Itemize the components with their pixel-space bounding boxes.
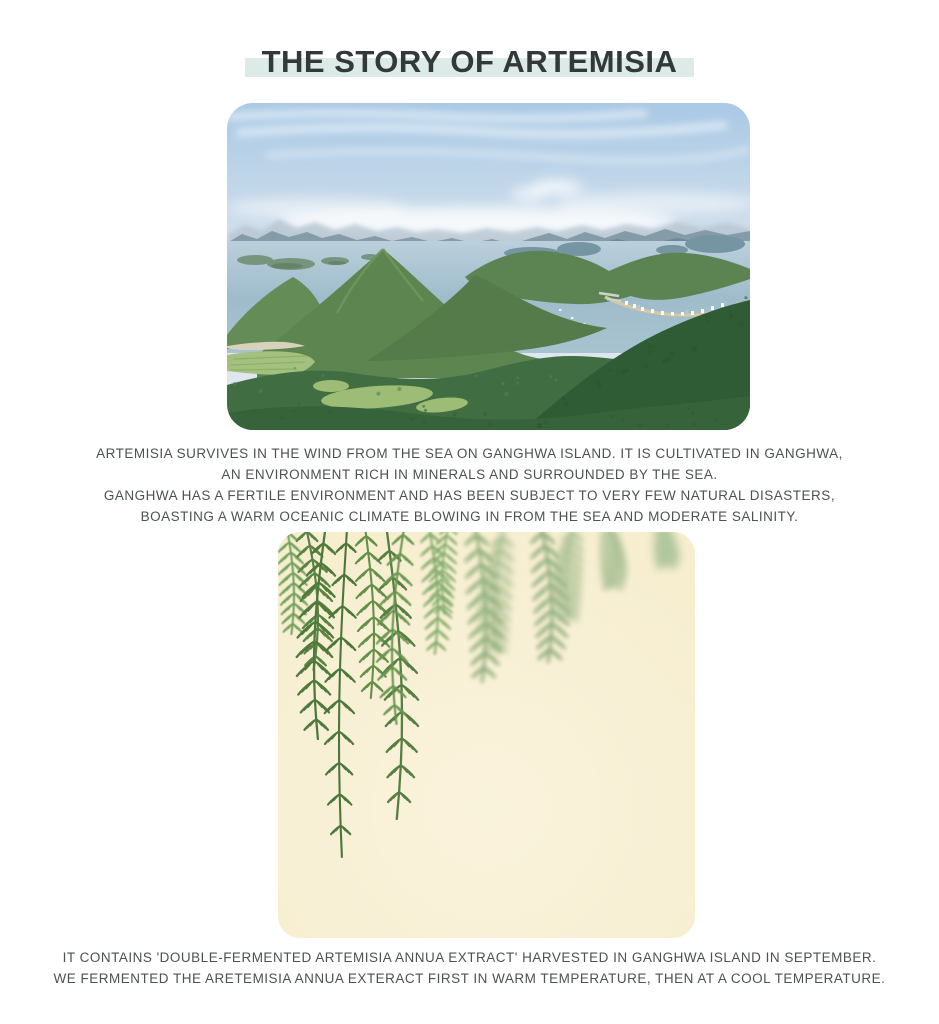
island-caption [0,443,939,527]
island-caption-line-1: ARTEMISIA SURVIVES IN THE WIND FROM THE SEA ON GANGHWA ISLAND. IT IS CULTIVATED IN GANGHWA, [96,446,843,461]
island-caption-line-3: GANGHWA HAS A FERTILE ENVIRONMENT AND HAS BEEN SUBJECT TO VERY FEW NATURAL DISASTERS, [103,488,836,503]
ganghwa-island-photo [227,103,750,430]
island-caption-line-2: AN ENVIRONMENT RICH IN MINERALS AND SURROUNDED BY THE SEA. [221,467,718,482]
page-title [0,44,939,80]
island-caption-line-4: BOASTING A WARM OCEANIC CLIMATE BLOWING IN FROM THE SEA AND MODERATE SALINITY. [140,509,799,524]
landscape-illustration [227,103,750,430]
page-title-text: THE STORY OF ARTEMISIA [245,44,695,80]
extract-caption-line-2: WE FERMENTED THE ARETEMISIA ANNUA EXTERACT FIRST IN WARM TEMPERATURE, THEN AT A COOL TEMPERATURE. [53,971,886,986]
extract-caption-line-1: IT CONTAINS 'DOUBLE-FERMENTED ARTEMISIA ANNUA EXTRACT' HARVESTED IN GANGHWA ISLAND IN SEPTEMBER. [62,950,877,965]
extract-caption [0,947,939,989]
artemisia-leaves-photo [278,532,695,938]
leaves-illustration [278,532,695,938]
